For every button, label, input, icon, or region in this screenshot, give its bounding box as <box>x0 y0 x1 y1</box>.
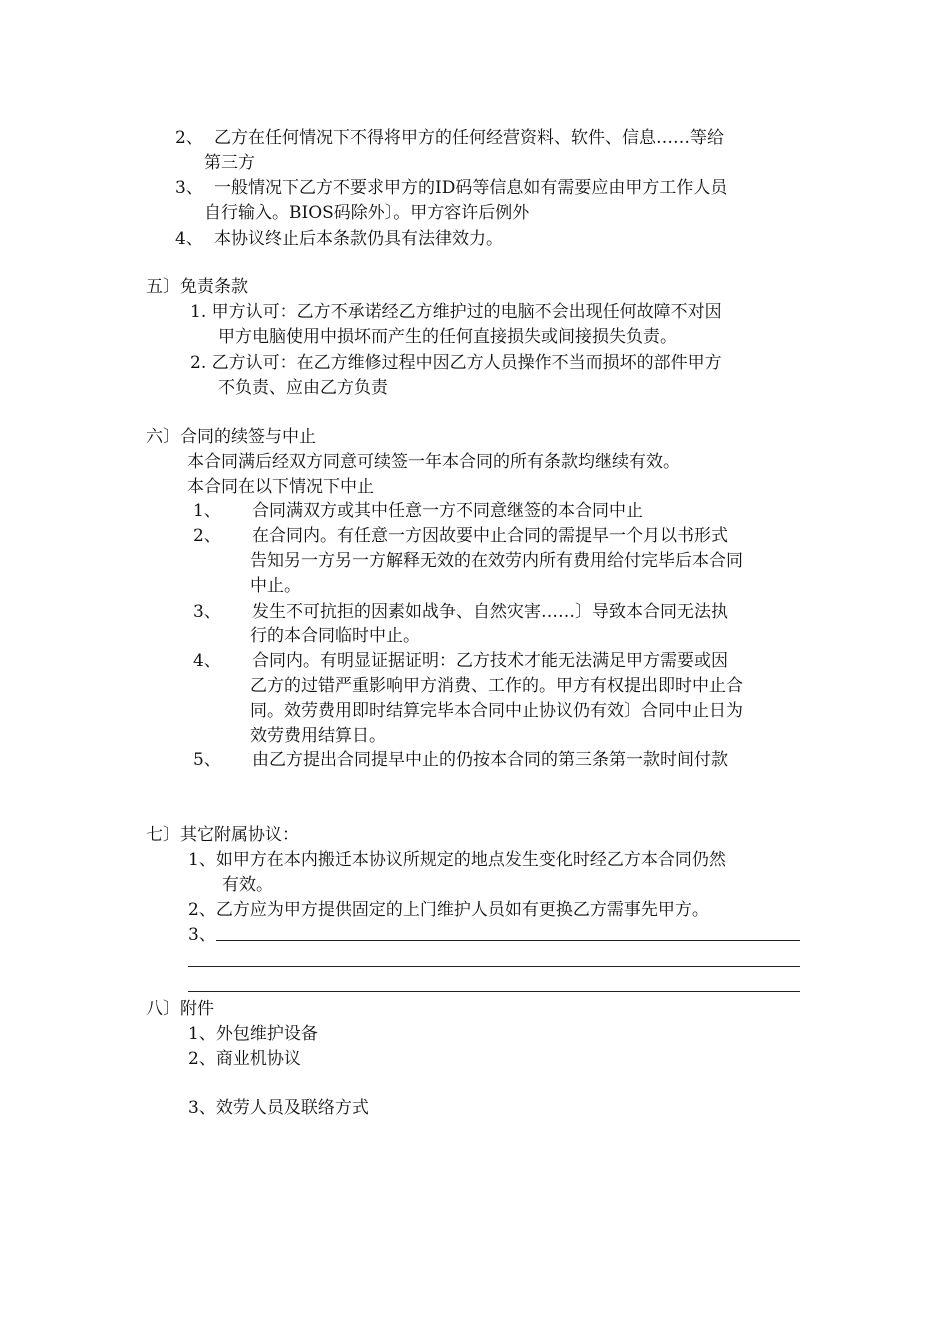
item-number: 3、 <box>175 178 203 198</box>
clause-text: 行的本合同临时中止。 <box>250 626 420 646</box>
blank-underline <box>188 991 800 992</box>
item-number: 3、 <box>193 602 221 622</box>
clause-text: 合同满双方或其中任意一方不同意继签的本合同中止 <box>252 501 643 521</box>
clause-text: 第三方 <box>204 153 255 173</box>
clause-text: 不负责、应由乙方负责 <box>218 378 388 398</box>
clause-text: 发生不可抗拒的因素如战争、自然灾害……〕导致本合同无法执 <box>252 602 728 622</box>
clause-text: 由乙方提出合同提早中止的仍按本合同的第三条第一款时间付款 <box>252 750 728 770</box>
attachment-item: 1、外包维护设备 <box>188 1024 318 1044</box>
item-number: 2、 <box>175 128 203 148</box>
clause-text: 告知另一方另一方解释无效的在效劳内所有费用给付完毕后本合同 <box>250 551 743 571</box>
section-heading: 八〕附件 <box>146 999 214 1019</box>
attachment-item: 2、商业机协议 <box>188 1049 301 1069</box>
item-number: 1、 <box>193 501 221 521</box>
item-number: 4、 <box>193 651 221 671</box>
item-number: 2、 <box>193 526 221 546</box>
clause-text: 2、乙方应为甲方提供固定的上门维护人员如有更换乙方需事先甲方。 <box>188 900 709 920</box>
clause-text: 效劳费用结算日。 <box>250 726 386 746</box>
section-heading: 七〕其它附属协议： <box>146 825 299 845</box>
blank-underline <box>188 966 800 967</box>
clause-text: 乙方在任何情况下不得将甲方的任何经营资料、软件、信息……等给 <box>214 128 724 148</box>
blank-underline <box>216 940 800 941</box>
attachment-item: 3、效劳人员及联络方式 <box>188 1098 369 1118</box>
clause-text: 自行输入。BIOS码除外〕。甲方容许后例外 <box>204 203 530 223</box>
clause-text: 中止。 <box>250 576 301 596</box>
item-number: 5、 <box>193 750 221 770</box>
clause-text: 甲方电脑使用中损坏而产生的任何直接损失或间接损失负责。 <box>218 327 677 347</box>
clause-text: 一般情况下乙方不要求甲方的ID码等信息如有需要应由甲方工作人员 <box>214 178 728 198</box>
clause-text: 1、如甲方在本内搬迁本协议所规定的地点发生变化时经乙方本合同仍然 <box>188 850 726 870</box>
clause-text: 在合同内。有任意一方因故要中止合同的需提早一个月以书形式 <box>252 526 728 546</box>
clause-text: 有效。 <box>222 875 273 895</box>
paragraph: 本合同满后经双方同意可续签一年本合同的所有条款均继续有效。 <box>187 452 680 472</box>
clause-text: 乙方的过错严重影响甲方消费、工作的。甲方有权提出即时中止合 <box>250 676 743 696</box>
section-heading: 五〕免责条款 <box>146 277 248 297</box>
clause-text: 1. 甲方认可：乙方不承诺经乙方维护过的电脑不会出现任何故障不对因 <box>190 302 722 322</box>
item-number: 4、 <box>175 229 203 249</box>
paragraph: 本合同在以下情况下中止 <box>187 477 374 497</box>
section-heading: 六〕合同的续签与中止 <box>146 427 316 447</box>
item-number: 3、 <box>188 925 216 945</box>
clause-text: 2. 乙方认可：在乙方维修过程中因乙方人员操作不当而损坏的部件甲方 <box>190 353 722 373</box>
clause-text: 合同内。有明显证据证明：乙方技术才能无法满足甲方需要或因 <box>252 651 728 671</box>
clause-text: 同。效劳费用即时结算完毕本合同中止协议仍有效〕合同中止日为 <box>250 701 743 721</box>
clause-text: 本协议终止后本条款仍具有法律效力。 <box>214 229 503 249</box>
